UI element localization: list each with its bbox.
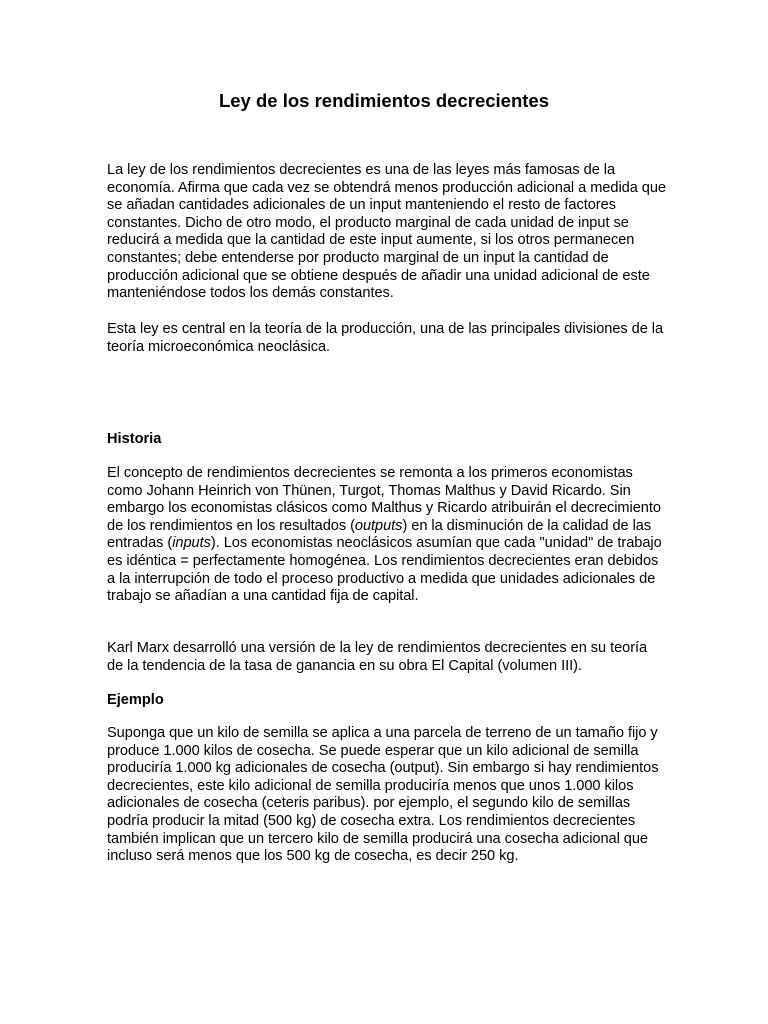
historia-p1-outputs: outputs [354, 517, 403, 534]
historia-p1-text-2: ) en la disminución de la calidad de las entradas ( [107, 517, 652, 552]
historia-p1-text-1: El concepto de rendimientos decrecientes se remonta a los primeros economistas como Johann Heinrich von Thünen, Turgot, Thomas Malthus y David Ricardo. Sin embargo los economistas clásicos como Malthus y Ricardo atribuirán el decrecimiento de los rendimientos en los resultados ( [107, 465, 661, 534]
historia-paragraph-1 [107, 465, 667, 606]
ejemplo-paragraph-1: Suponga que un kilo de semilla se aplica a una parcela de terreno de un tamaño fijo y produce 1.000 kilos de cosecha. Se puede esperar que un kilo adicional de semilla produciría 1.000 kg adicionales de cosecha (output). Sin embargo si hay rendimientos decrecientes, este kilo adicional de semilla produciría menos que unos 1.000 kilos adicionales de cosecha (ceteris paribus). por ejemplo, el segundo kilo de semillas podría producir la mitad (500 kg) de cosecha extra. Los rendimientos decrecientes también implican que un tercero kilo de semilla producirá una cosecha adicional que incluso será menos que los 500 kg de cosecha, es decir 250 kg. [107, 725, 659, 865]
intro-paragraph-2: Esta ley es central en la teoría de la producción, una de las principales divisiones de la teoría microeconómica neoclásica. [107, 321, 664, 355]
page-title: Ley de los rendimientos decrecientes [218, 90, 550, 111]
historia-heading: Historia [107, 431, 162, 447]
intro-paragraph-1: La ley de los rendimientos decrecientes es una de las leyes más famosas de la economía. Afirma que cada vez se obtendrá menos producción adicional a medida que se añadan cantidades adicionales de un input manteniendo el resto de factores constantes. Dicho de otro modo, el producto marginal de cada unidad de input se reducirá a medida que la cantidad de este input aumente, si los otros permanecen constantes; debe entenderse por producto marginal de un input la cantidad de producción adicional que se obtiene después de añadir una unidad adicional de este manteniéndose todos los demás constantes. [107, 162, 666, 302]
historia-paragraph-2: Karl Marx desarrolló una versión de la ley de rendimientos decrecientes en su teoría de la tendencia de la tasa de ganancia en su obra El Capital (volumen III). [107, 640, 648, 674]
ejemplo-heading: Ejemplo [107, 692, 164, 708]
historia-p1-inputs: inputs [172, 535, 211, 552]
historia-p1-text-3: ). Los economistas neoclásicos asumían que cada "unidad" de trabajo es idéntica = perfectamente homogénea. Los rendimientos decrecientes eran debidos a la interrupción de todo el proceso productivo a medida que unidades adicionales de trabajo se añadían a una cantidad fija de capital. [107, 535, 662, 605]
